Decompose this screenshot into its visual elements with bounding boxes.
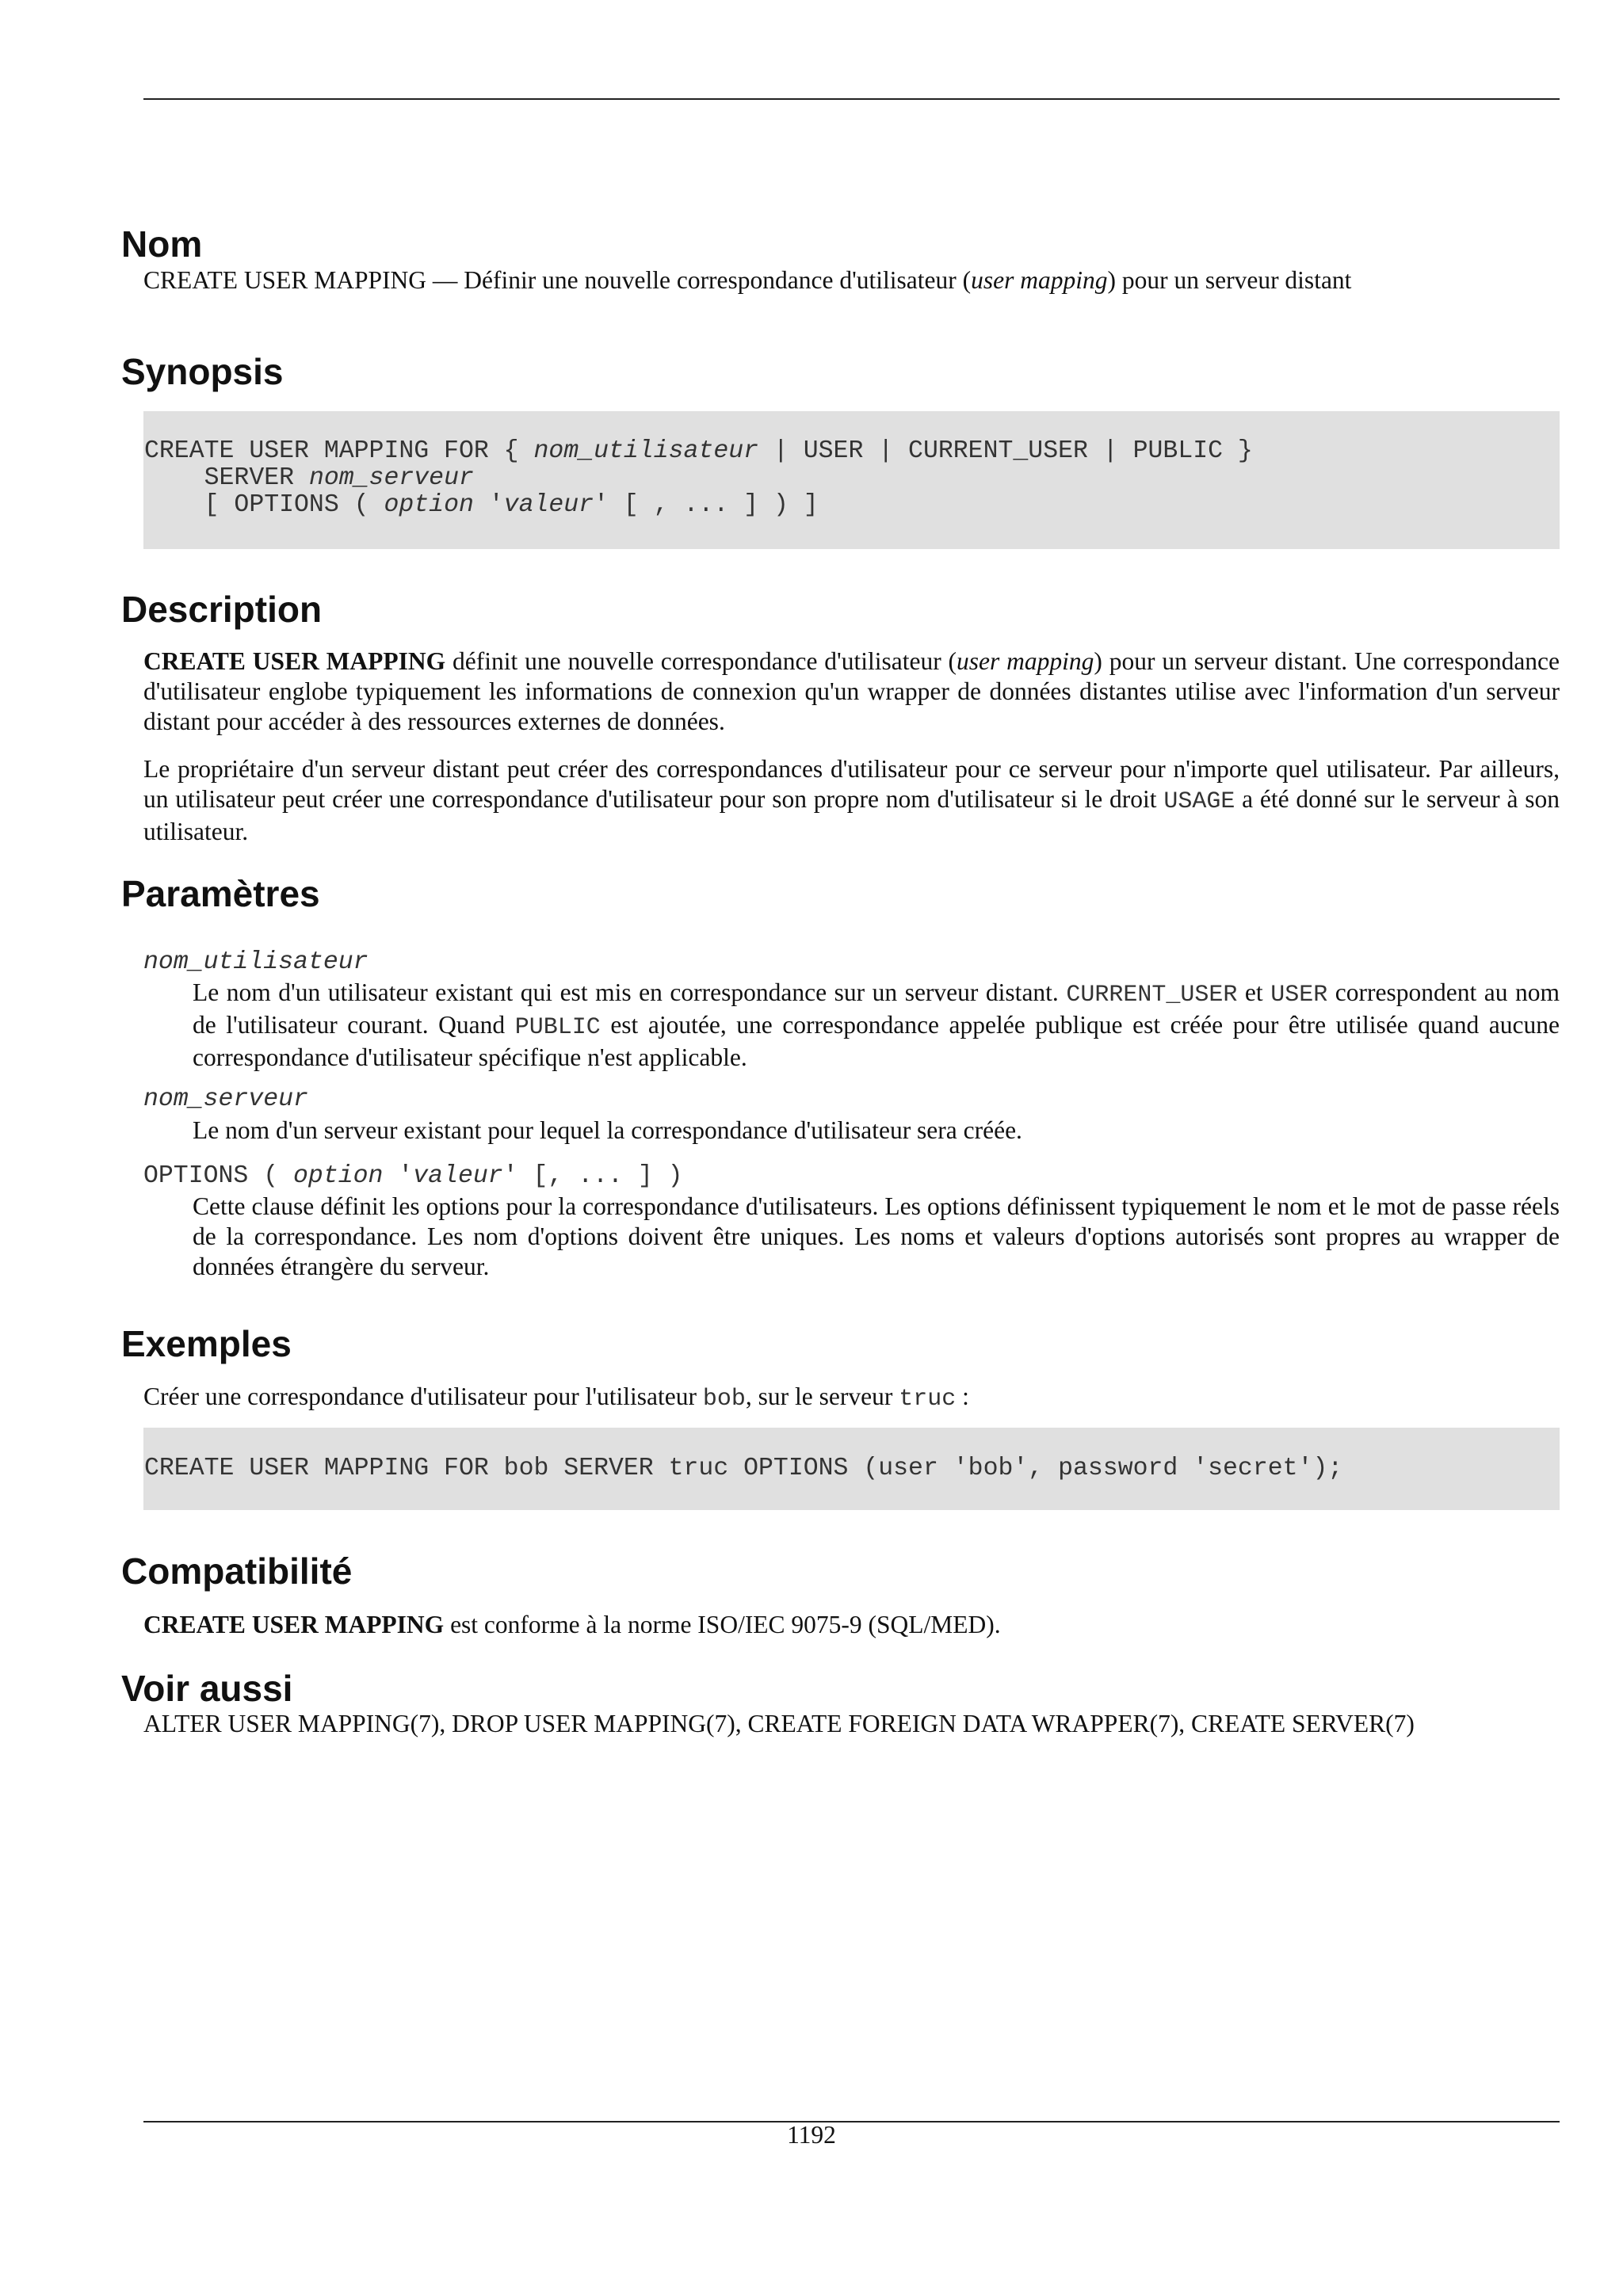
code-placeholder: nom_utilisateur (533, 437, 759, 465)
text: Créer une correspondance d'utilisateur pour l'utilisateur (143, 1383, 703, 1410)
section-heading-voir-aussi: Voir aussi (121, 1668, 293, 1709)
text: : (956, 1383, 969, 1410)
code-placeholder: nom_serveur (308, 464, 474, 492)
section-heading-nom: Nom (121, 223, 203, 265)
param-desc-options: Cette clause définit les options pour la correspondance d'utilisateurs. Les options définissent typiquement le nom et le mot de passe réels de la correspondance. Les nom d'options doivent être uniques. Les noms et valeurs d'options autorisés sont propres au wrapper de données étrangère du serveur. (193, 1192, 1560, 1280)
param-name: nom_utilisateur (143, 948, 369, 976)
emphasis: user mapping (957, 647, 1094, 675)
command-name: CREATE USER MAPPING (143, 1611, 445, 1638)
description-paragraph-1 (143, 646, 1560, 737)
code-text: ' [ , ... ] ) ] (594, 491, 819, 519)
exemples-paragraph (143, 1382, 1560, 1414)
inline-code: CURRENT_USER (1066, 982, 1238, 1009)
text: ) pour un serveur distant. Une correspondance d'utilisateur englobe typiquement les informations de connexion qu'un wrapper de données distantes utilise avec l'information d'un serveur distant pour accéder à des ressources externes de données. (143, 647, 1560, 735)
inline-code: USAGE (1163, 788, 1235, 815)
code-placeholder: valeur (503, 491, 594, 519)
section-heading-parametres: Paramètres (121, 873, 320, 914)
section-heading-exemples: Exemples (121, 1323, 292, 1364)
code-placeholder: option (293, 1162, 384, 1190)
nom-text-end: ) pour un serveur distant (1107, 266, 1352, 294)
param-desc-nom-serveur: Le nom d'un serveur existant pour lequel la correspondance d'utilisateur sera créée. (193, 1116, 1022, 1144)
text: Le propriétaire d'un serveur distant peut créer des correspondances d'utilisateur pour ce serveur pour n'importe quel utilisateur. Par ailleurs, un utilisateur peut créer une correspondance d'utilisateur pour son propre nom d'utilisateur si le droit (143, 755, 1560, 813)
text: définit une nouvelle correspondance d'utilisateur ( (445, 647, 957, 675)
synopsis-code-block (143, 411, 1560, 549)
section-heading-compatibilite: Compatibilité (121, 1550, 353, 1592)
section-heading-description: Description (121, 589, 323, 630)
inline-code: truc (899, 1386, 957, 1413)
command-name: CREATE USER MAPPING (143, 647, 446, 675)
code-text: ' [, ... ] ) (502, 1162, 683, 1190)
description-paragraph-2 (143, 754, 1560, 847)
voir-aussi-paragraph: ALTER USER MAPPING(7), DROP USER MAPPING(7), CREATE FOREIGN DATA WRAPPER(7), CREATE SERVER(7) (143, 1710, 1415, 1737)
text: est conforme à la norme ISO/IEC 9075-9 (SQL/MED). (444, 1611, 1001, 1638)
param-desc-nom-utilisateur (193, 978, 1560, 1073)
text: et (1237, 978, 1271, 1006)
param-term-nom-serveur (143, 1085, 308, 1115)
code-text: [ OPTIONS ( (144, 491, 384, 519)
exemples-code-block: CREATE USER MAPPING FOR bob SERVER truc OPTIONS (user 'bob', password 'secret'); (143, 1428, 1560, 1510)
param-term-options (143, 1161, 683, 1192)
nom-paragraph (143, 265, 1560, 296)
section-heading-synopsis: Synopsis (121, 351, 284, 392)
code-text: CREATE USER MAPPING FOR { (144, 437, 534, 465)
text: est ajoutée, une correspondance appelée publique est créée pour être utilisée quand aucune correspondance d'utilisateur spécifique n'est applicable. (193, 1011, 1560, 1071)
header-rule (143, 98, 1560, 100)
code-text: ' (383, 1162, 414, 1190)
nom-emphasis: user mapping (971, 266, 1108, 294)
text: , sur le serveur (745, 1383, 899, 1410)
code-text: | USER | CURRENT_USER | PUBLIC } (758, 437, 1253, 465)
compatibilite-paragraph (143, 1610, 1560, 1640)
code-text: OPTIONS ( (143, 1162, 294, 1190)
text: Le nom d'un utilisateur existant qui est mis en correspondance sur un serveur distant. (193, 978, 1067, 1006)
text: a été donné sur le serveur à son utilisateur. (143, 785, 1560, 845)
code-text: SERVER (144, 464, 309, 492)
code-placeholder: valeur (413, 1162, 503, 1190)
param-term-nom-utilisateur (143, 948, 369, 978)
inline-code: PUBLIC (514, 1014, 601, 1041)
code-text: ' (473, 491, 504, 519)
page-number: 1192 (787, 2121, 836, 2149)
param-name: nom_serveur (143, 1085, 308, 1113)
nom-text: CREATE USER MAPPING — Définir une nouvelle correspondance d'utilisateur ( (143, 266, 972, 294)
text: correspondent au nom de l'utilisateur courant. Quand (193, 978, 1560, 1039)
code-placeholder: option (384, 491, 474, 519)
inline-code: USER (1270, 982, 1328, 1009)
inline-code: bob (702, 1386, 746, 1413)
